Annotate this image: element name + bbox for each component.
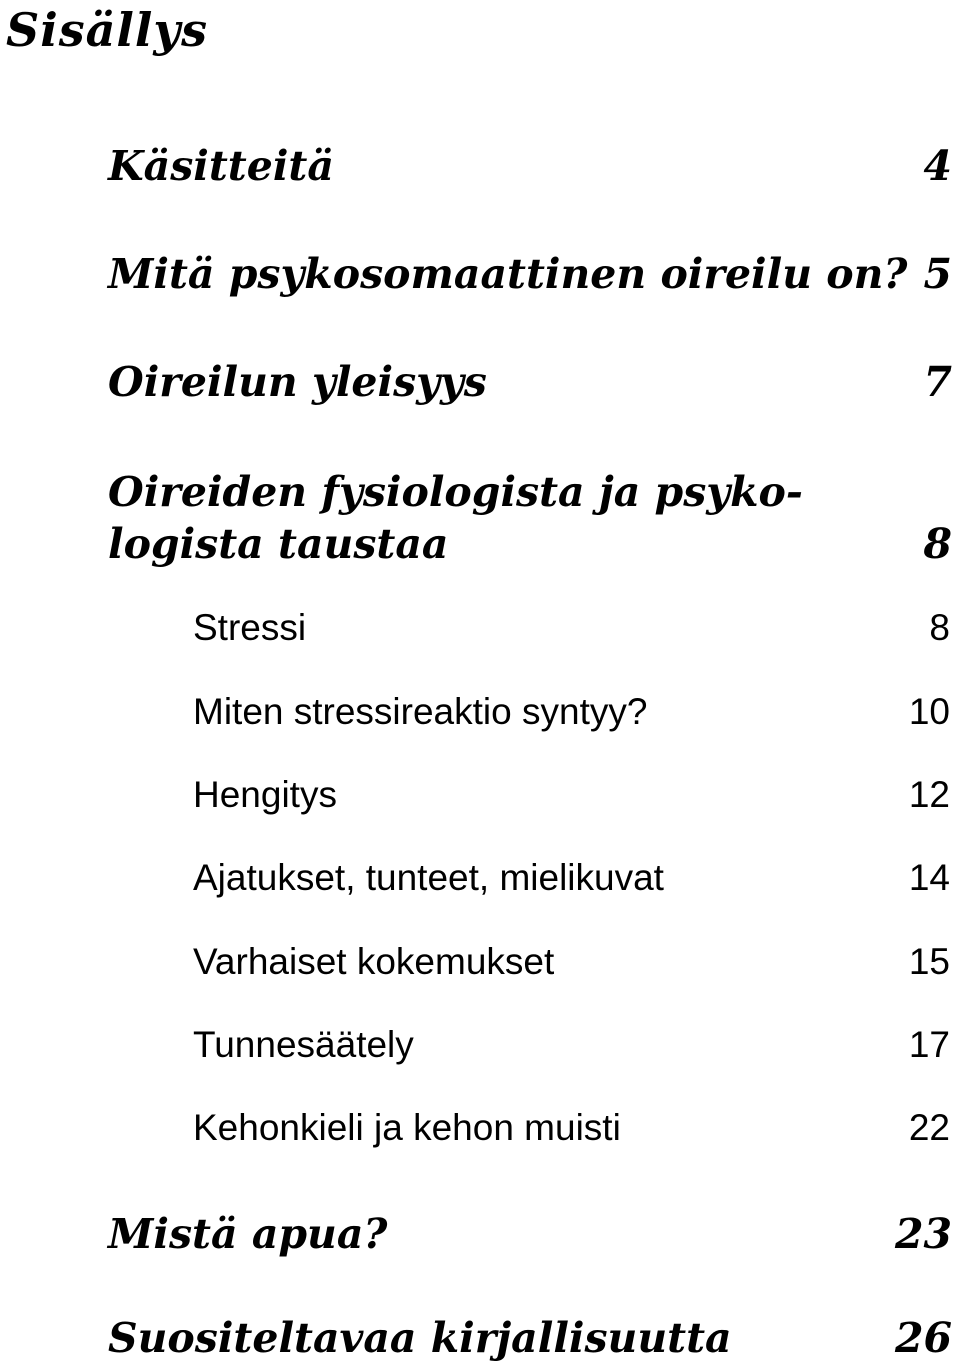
toc-entry-page: 26 bbox=[894, 1314, 952, 1362]
toc-entry-label: Tunnesäätely bbox=[193, 1024, 414, 1065]
toc-entry-label: Varhaiset kokemukset bbox=[193, 941, 555, 982]
toc-entry-label: Ajatukset, tunteet, mielikuvat bbox=[193, 857, 664, 898]
toc-entry-label: Oireiden fysiologista ja psyko- bbox=[108, 468, 803, 516]
toc-entry-page: 15 bbox=[908, 941, 950, 982]
toc-entry-page: 10 bbox=[908, 691, 950, 732]
toc-entry-label: Stressi bbox=[193, 607, 307, 648]
toc-entry-label: Mistä apua? bbox=[108, 1210, 388, 1258]
toc-entry-label: Oireilun yleisyys bbox=[108, 358, 487, 406]
toc-entry-page: 17 bbox=[908, 1024, 950, 1065]
toc-entry-page: 4 bbox=[923, 142, 952, 190]
toc-entry-page: 23 bbox=[894, 1210, 952, 1258]
toc-entry-page: 8 bbox=[929, 607, 950, 648]
toc-entry-page: 14 bbox=[908, 857, 950, 898]
toc-entry-label: Käsitteitä bbox=[108, 142, 334, 190]
toc-entry-page: 5 bbox=[923, 250, 952, 298]
toc-entry-page: 7 bbox=[923, 358, 952, 406]
toc-entry-page: 22 bbox=[908, 1107, 950, 1148]
page-title: Sisällys bbox=[6, 3, 208, 57]
toc-entry-page: 12 bbox=[908, 774, 950, 815]
toc-entry-label-continued: logista taustaa bbox=[108, 520, 449, 568]
toc-entry-label: Miten stressireaktio syntyy? bbox=[193, 691, 648, 732]
toc-entry-label: Suositeltavaa kirjallisuutta bbox=[108, 1314, 732, 1362]
toc-entry-page: 8 bbox=[923, 520, 952, 568]
toc-entry-label: Hengitys bbox=[193, 774, 337, 815]
toc-entry-label: Mitä psykosomaattinen oireilu on? bbox=[108, 250, 908, 298]
toc-entry-label: Kehonkieli ja kehon muisti bbox=[193, 1107, 621, 1148]
